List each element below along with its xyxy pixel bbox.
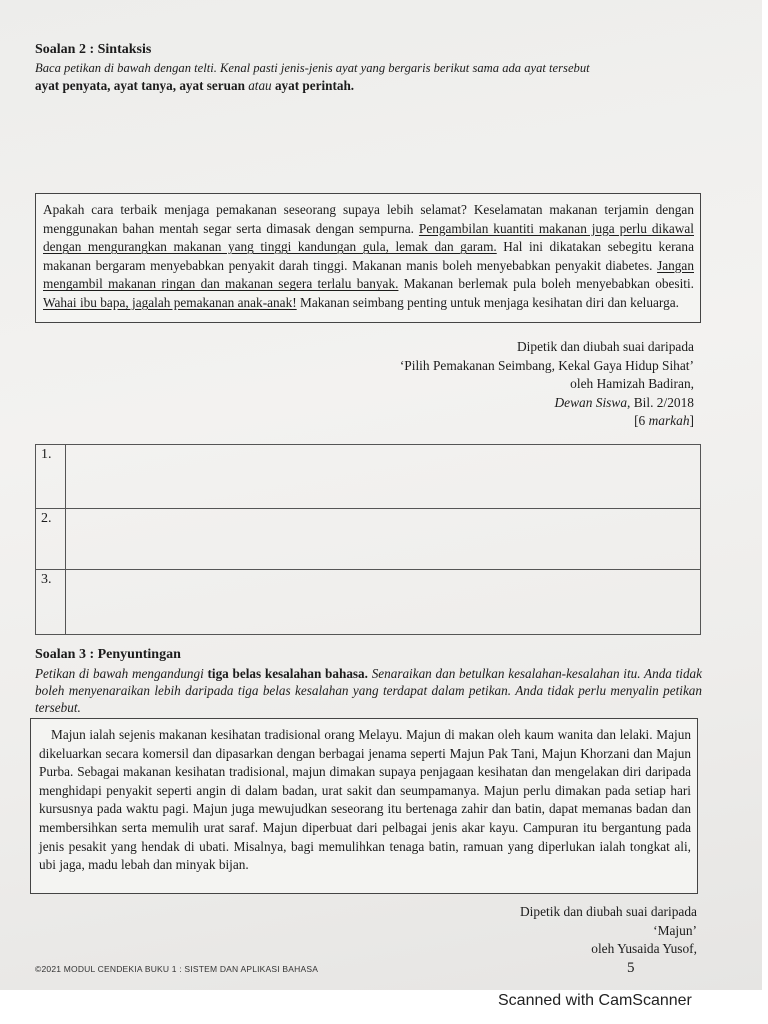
question-3-title: Soalan 3 : Penyuntingan	[35, 647, 181, 662]
passage-segment: Hal ini dikatakan sebegitu kerana makanan bergaram menyebabkan penyakit darah tinggi. Makanan manis boleh menyebabkan penyakit diabetes.	[43, 239, 694, 273]
passage-segment: Makanan berlemak pula boleh menyebabkan obesiti.	[398, 276, 694, 292]
page-number: 5	[627, 960, 635, 976]
question-3-citation	[520, 903, 697, 959]
question-2-instruction	[35, 60, 705, 94]
underlined-sentence-1: Pengambilan kuantiti makanan juga perlu dikawal dengan mengurangkan makanan yang tinggi kandungan gula, lemak dan garam.	[43, 220, 694, 255]
citation-author: oleh Hamizah Badiran,	[570, 376, 694, 391]
instruction-line-1: Baca petikan di bawah dengan telti. Kenal pasti jenis-jenis ayat yang bergaris berikut sama ada ayat tersebut	[35, 61, 590, 75]
answer-number: 1.	[36, 445, 66, 509]
marks-label: markah	[648, 413, 690, 428]
underlined-sentence-2: Jangan mengambil makanan ringan dan makanan segera terlalu banyak.	[43, 257, 694, 292]
editing-passage: Majun ialah sejenis makanan kesihatan tradisional orang Melayu. Majun di makan oleh kaum wanita dan lelaki. Majun dikeluarkan secara komersil dan dipasarkan dengan berbagai jenama seperti Majun Pak Tani, Majun Khorzani dan Majun Purba. Sebagai makanan kesihatan tradisional, majun dimakan supaya penjagaan kesihatan dan mengelakan diri daripada menghidapi penyakit seperti angin di dalam badan, urat sakit dan seumpamanya. Majun perlu dimakan pada setiap hari kursusnya pada waktu pagi. Majun juga mewujudkan seseorang itu bertenaga zahir dan batin, dapat memanas badan dan membersihkan serta memulih urat saraf. Majun diperbuat dari pelbagai jenis akar kayu. Campuran itu bergantung pada jenis pesakit yang hendak di ubati. Misalnya, bagi memulihkan tenaga batin, ramuan yang diperlukan ialah tongkat ali, ubi jaga, madu lebah dan minyak bijan.	[39, 727, 691, 873]
answer-field-3[interactable]	[66, 570, 701, 635]
syntax-passage-box	[35, 193, 701, 323]
instruction-bold-2: ayat perintah.	[271, 78, 355, 93]
marks-close: ]	[689, 413, 694, 428]
camscanner-watermark: Scanned with CamScanner	[498, 992, 692, 1009]
instruction-bold-1: ayat penyata, ayat tanya, ayat seruan	[35, 78, 249, 93]
source-issue: , Bil. 2/2018	[627, 394, 694, 410]
question-2-title: Soalan 2 : Sintaksis	[35, 42, 152, 57]
source-name: Dewan Siswa	[554, 394, 628, 410]
footer-copyright: ©2021 MODUL CENDEKIA BUKU 1 : SISTEM DAN APLIKASI BAHASA	[35, 964, 319, 974]
underlined-sentence-3: Wahai ibu bapa, jagalah pemakanan anak-anak!	[43, 294, 297, 310]
answer-table	[35, 444, 701, 635]
instruction-italic-or: atau	[248, 78, 272, 93]
marks-open: [6	[634, 413, 649, 428]
citation-author: oleh Yusaida Yusof,	[591, 941, 697, 956]
marks	[400, 412, 694, 431]
citation-title: ‘Pilih Pemakanan Seimbang, Kekal Gaya Hidup Sihat’	[399, 357, 694, 373]
citation-title: ‘Majun’	[653, 922, 697, 938]
editing-passage-box	[30, 718, 698, 894]
answer-field-1[interactable]	[66, 445, 701, 509]
instruction-part: Senaraikan dan betulkan kesalahan-kesalahan itu. Anda tidak boleh menyenaraikan lebih daripada tiga belas kesalahan yang terdapat dalam petikan. Anda tidak perlu menyalin petikan tersebut.	[35, 666, 703, 715]
citation-source	[400, 394, 694, 413]
answer-number: 3.	[36, 570, 66, 635]
passage-segment: Apakah cara terbaik menjaga pemakanan seseorang supaya lebih selamat? Keselamatan makanan terjamin dengan menggunakan bahan mentah segar serta dimasak dengan sempurna.	[43, 202, 694, 236]
answer-row-3	[36, 570, 701, 635]
answer-row-1	[36, 445, 701, 509]
instruction-part: Petikan di bawah mengandungi	[35, 666, 208, 681]
citation-line: Dipetik dan diubah suai daripada	[519, 904, 697, 919]
answer-field-2[interactable]	[66, 509, 701, 570]
answer-row-2	[36, 509, 701, 570]
citation-line: Dipetik dan diubah suai daripada	[516, 339, 694, 354]
question-2-citation	[400, 338, 694, 431]
question-3-instruction	[35, 665, 702, 716]
passage-segment: Makanan seimbang penting untuk menjaga kesihatan diri dan keluarga.	[296, 294, 679, 310]
answer-number: 2.	[36, 509, 66, 570]
instruction-bold: tiga belas kesalahan bahasa.	[207, 666, 368, 681]
